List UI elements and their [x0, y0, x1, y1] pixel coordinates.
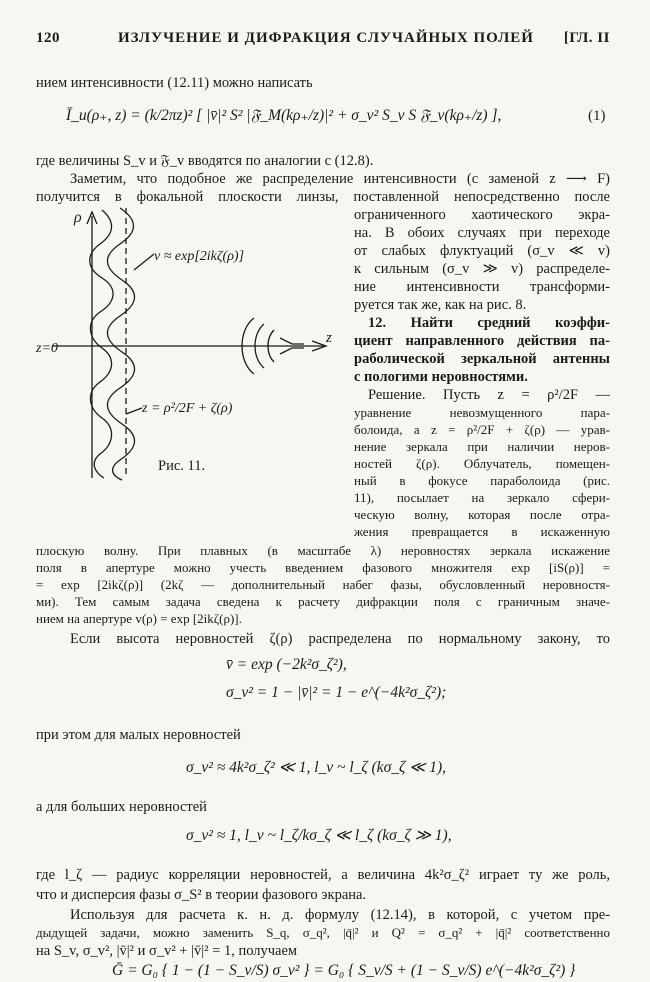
surface-equation-label: z = ρ²/2F + ζ(ρ)	[142, 401, 233, 416]
text-line: от слабых флуктуаций (σ_v ≪ v)	[354, 243, 610, 259]
text-line: что и дисперсия фазы σ_S² в теории фазового экрана.	[36, 887, 367, 903]
equation-2: v̄ = exp (−2k²σ_ζ²),	[226, 656, 347, 673]
text-line: где l_ζ — радиус корреляции неровностей, а величина 4k²σ_ζ² играет ту же роль,	[36, 867, 610, 883]
chapter-title: ИЗЛУЧЕНИЕ И ДИФРАКЦИЯ СЛУЧАЙНЫХ ПОЛЕЙ	[118, 30, 534, 46]
text-line: руется так же, как на рис. 8.	[354, 297, 527, 313]
z0-label: z=0	[36, 341, 58, 356]
feed-horn	[280, 338, 304, 344]
text-line: нение зеркала при наличии неров-	[354, 439, 610, 454]
text-line: болоида, а z = ρ²/2F + ζ(ρ) — урав-	[354, 422, 610, 437]
text-line: ограниченного хаотического экра-	[354, 207, 610, 223]
leader-line-surface	[126, 408, 142, 414]
feed-horn	[280, 348, 304, 354]
problem-text: циент направленного действия па-	[354, 333, 610, 349]
text-line: Заметим, что подобное же распределение интенсивности (с заменой z ⟶ F)	[70, 171, 610, 187]
text-line: к сильным (σ_v ≫ v) распределе-	[354, 261, 610, 277]
text-line: ностей ζ(ρ). Облучатель, помещен-	[354, 456, 610, 471]
text-line: ный в фокусе параболоида (рис.	[354, 473, 610, 488]
text-line: Если высота неровностей ζ(ρ) распределена по нормальному закону, то	[70, 631, 610, 647]
text-line: дыдущей задачи, можно заменить S_q, σ_q², |q̄|² и Q² = σ_q² + |q̄|² соответственно	[36, 925, 610, 940]
equation-5: σ_v² ≈ 1, l_v ~ l_ζ/kσ_ζ ≪ l_ζ (kσ_ζ ≫ 1),	[186, 827, 452, 844]
problem-text: раболической зеркальной антенны	[354, 351, 610, 367]
z-label: z	[326, 330, 332, 346]
text-line: ми). Тем самым задача сведена к расчету дифракции поля с граничным значе-	[36, 594, 610, 609]
text-line: а для больших неровностей	[36, 799, 207, 815]
equation-1: Ī_u(ρ₊, z) = (k/2πz)² [ |v̄|² S² |𝔉_M(kρ₊/z)|² + σ_v² S_v S 𝔉_v(kρ₊/z) ],	[66, 107, 502, 124]
text-line: при этом для малых неровностей	[36, 727, 241, 743]
text-line: 11), посылает на зеркало сфери-	[354, 490, 610, 505]
mirror-profile-curve	[90, 210, 113, 478]
solution-line: Решение. Пусть z = ρ²/2F —	[368, 387, 610, 403]
equation-4: σ_v² ≈ 4k²σ_ζ² ≪ 1, l_v ~ l_ζ (kσ_ζ ≪ 1),	[186, 759, 446, 776]
page-number: 120	[36, 30, 60, 46]
text-line: нием на апертуре v(ρ) = exp [2ikζ(ρ)].	[36, 611, 242, 626]
text-line: уравнение невозмущенного пара-	[354, 405, 610, 420]
equation-number-1: (1)	[588, 108, 606, 124]
text-line: где величины S_v и 𝔉_v вводятся по аналогии с (12.8).	[36, 153, 374, 169]
text-line: получится в фокальной плоскости линзы, поставленной непосредственно после	[36, 189, 610, 205]
text-line: ческую волну, которая после отра-	[354, 507, 610, 522]
chapter-label: [ГЛ. II	[563, 30, 610, 46]
problem-heading: 12. Найти средний коэффи-	[368, 315, 610, 331]
text-line: = exp [2ikζ(ρ)] (2kζ — дополнительный набег фазы, обусловленный неровностя-	[36, 577, 610, 592]
text-line: ние интенсивности трансформи-	[354, 279, 610, 295]
figure-caption: Рис. 11.	[158, 458, 206, 474]
text-line: нием интенсивности (12.11) можно написать	[36, 75, 313, 91]
text-line: плоскую волну. При плавных (в масштабе λ) неровностях зеркала искажение	[36, 543, 610, 558]
leader-line-v	[134, 254, 154, 270]
equation-6: Ḡ = G₀ { 1 − (1 − S_v/S) σ_v² } = G₀ { S_v/S + (1 − S_v/S) e^(−4k²σ_ζ²) }	[112, 962, 576, 979]
text-line: поля в апертуре можно учесть введением фазового множителя exp [iS(ρ)] =	[36, 560, 610, 575]
figure-11	[36, 198, 342, 480]
text-line: жения превращается в искаженную	[354, 524, 610, 539]
rho-label: ρ	[74, 209, 82, 226]
text-line: на. В обоих случаях при переходе	[354, 225, 610, 241]
v-field-label: v ≈ exp[2ikζ(ρ)]	[154, 249, 245, 264]
text-line: на S_v, σ_v², |v̄|² и σ_v² + |v̄|² = 1, получаем	[36, 943, 298, 959]
text-line: Используя для расчета к. н. д. формулу (12.14), в которой, с учетом пре-	[70, 907, 610, 923]
running-header	[36, 30, 610, 52]
problem-text: с пологими неровностями.	[354, 369, 528, 385]
equation-3: σ_v² = 1 − |v̄|² = 1 − e^(−4k²σ_ζ²);	[226, 684, 447, 701]
